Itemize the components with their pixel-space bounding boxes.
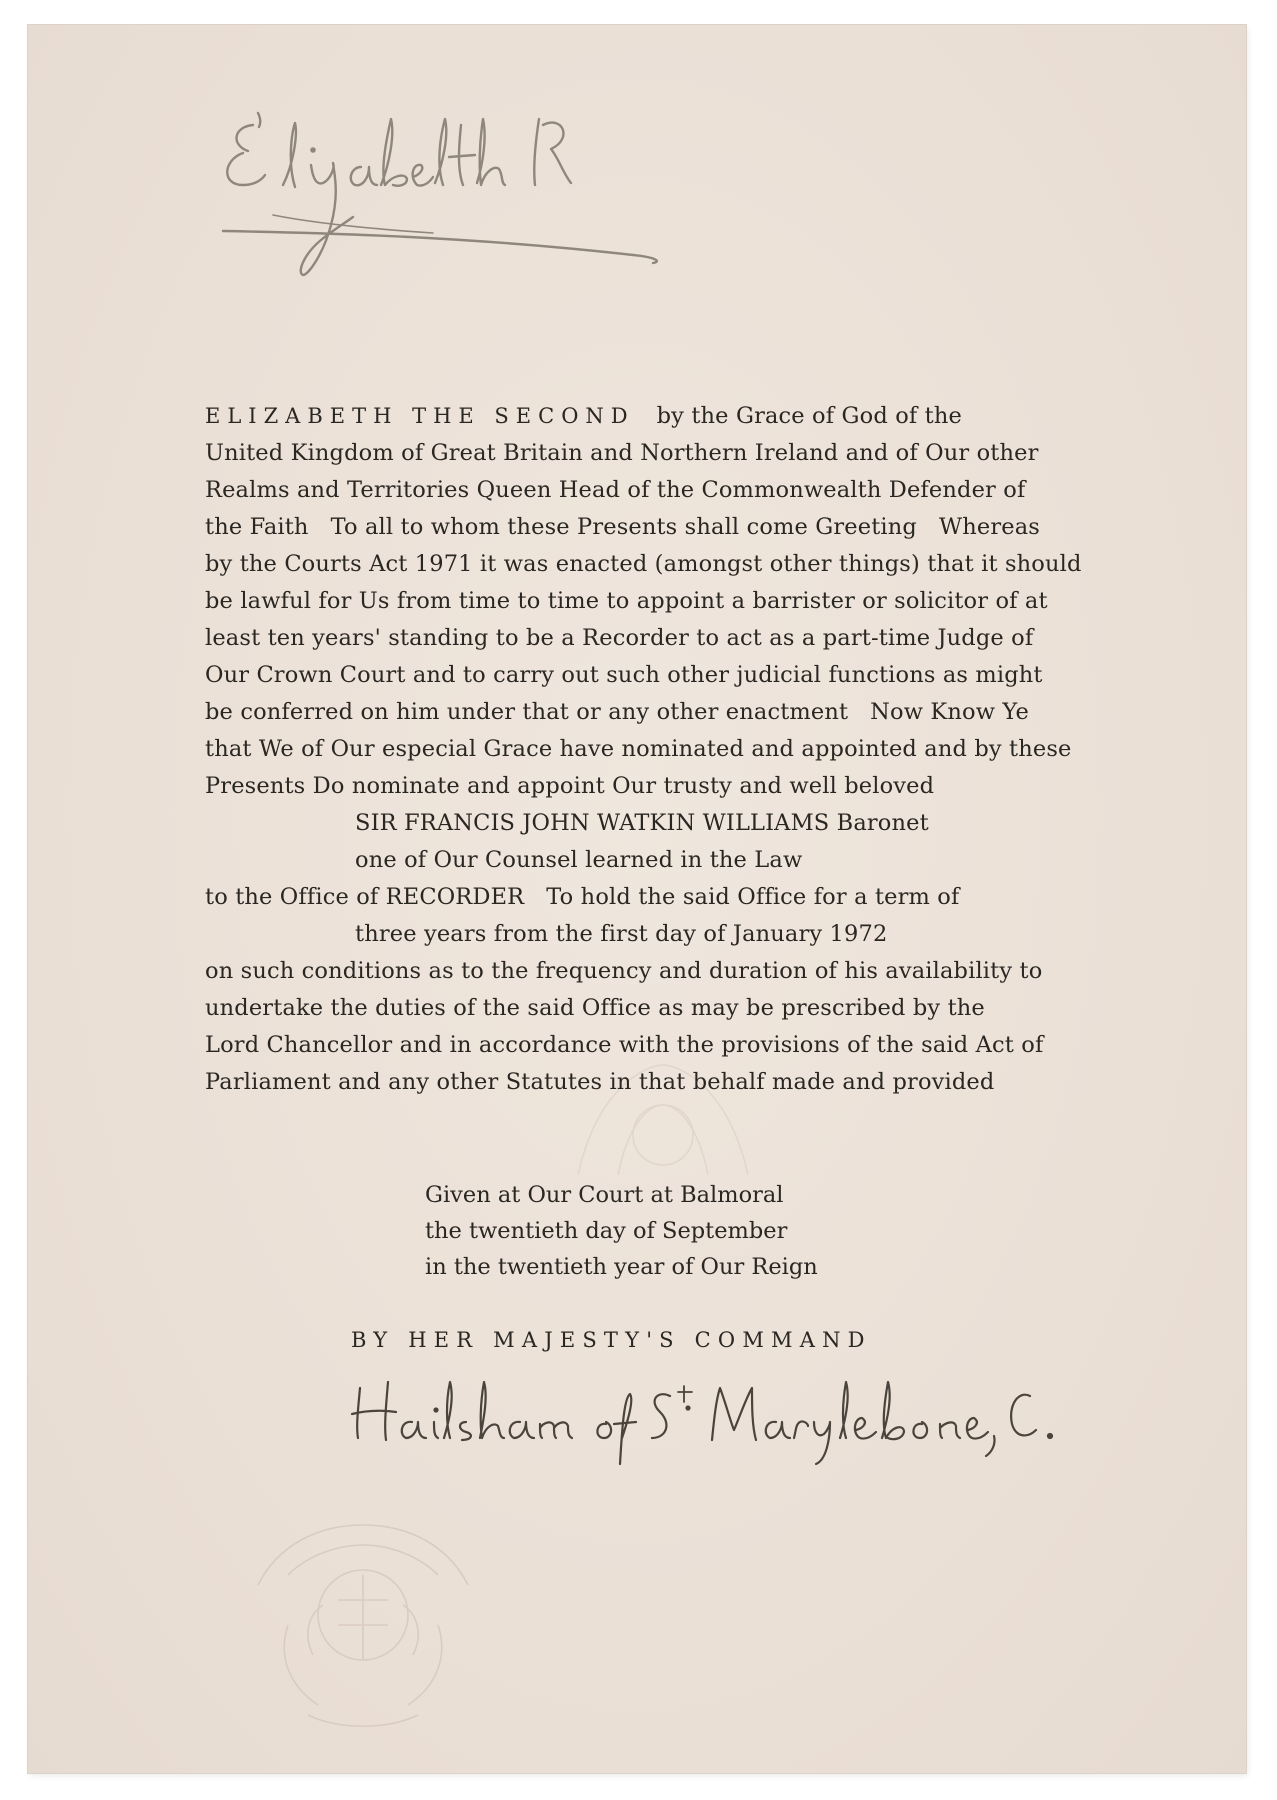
text-segment: Now Know Ye — [870, 699, 1029, 725]
text-segment: To all to whom these Presents shall come Greeting — [330, 514, 917, 540]
text-line: undertake the duties of the said Office as may be prescribed by the — [205, 995, 985, 1021]
embossed-seal — [228, 1505, 498, 1745]
given-line: Given at Our Court at Balmoral — [425, 1182, 784, 1208]
appointee-title: one of Our Counsel learned in the Law — [355, 847, 803, 873]
text-segment: the Faith — [205, 514, 309, 540]
given-line: in the twentieth year of Our Reign — [425, 1254, 818, 1280]
text-line: by the Courts Act 1971 it was enacted (amongst other things) that it should — [205, 551, 1082, 577]
text-line: least ten years' standing to be a Recorder to act as a part-time Judge of — [205, 625, 1034, 651]
text-segment: To hold the said Office for a term of — [546, 884, 960, 910]
text-segment: Whereas — [938, 514, 1040, 540]
text-line — [205, 879, 1165, 916]
text-line — [205, 509, 1165, 546]
office-name: to the Office of RECORDER — [205, 884, 525, 910]
text-segment: by the Grace of God of the — [656, 403, 962, 429]
text-line: Our Crown Court and to carry out such other judicial functions as might — [205, 662, 1043, 688]
text-line — [205, 398, 1165, 435]
term-of-office: three years from the first day of January 1972 — [355, 921, 888, 947]
given-line: the twentieth day of September — [425, 1218, 788, 1244]
sovereign-heading: ELIZABETH THE SECOND — [205, 404, 635, 428]
text-line: United Kingdom of Great Britain and Northern Ireland and of Our other — [205, 440, 1039, 466]
royal-signature — [213, 105, 713, 315]
command-heading: BY HER MAJESTY'S COMMAND — [351, 1328, 872, 1352]
document-sheet — [28, 25, 1246, 1773]
text-line: Presents Do nominate and appoint Our trusty and well beloved — [205, 773, 935, 799]
text-line: be lawful for Us from time to time to appoint a barrister or solicitor of at — [205, 588, 1048, 614]
text-line: Parliament and any other Statutes in that behalf made and provided — [205, 1069, 995, 1095]
text-line: that We of Our especial Grace have nominated and appointed and by these — [205, 736, 1072, 762]
text-line: on such conditions as to the frequency and duration of his availability to — [205, 958, 1043, 984]
text-line — [205, 694, 1165, 731]
proclamation-text — [205, 398, 1165, 1101]
text-line: Lord Chancellor and in accordance with the provisions of the said Act of — [205, 1032, 1044, 1058]
given-at-block — [425, 1177, 818, 1285]
appointee-name: SIR FRANCIS JOHN WATKIN WILLIAMS Baronet — [355, 810, 929, 836]
text-segment: be conferred on him under that or any other enactment — [205, 699, 849, 725]
chancellor-signature — [348, 1360, 1068, 1470]
text-line: Realms and Territories Queen Head of the Commonwealth Defender of — [205, 477, 1026, 503]
